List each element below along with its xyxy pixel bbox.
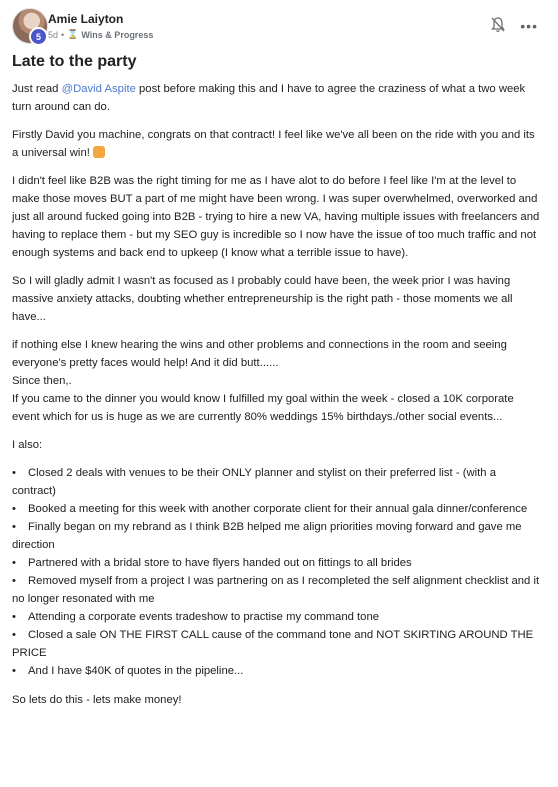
paragraph-5: [12, 336, 540, 426]
paragraph-5-line-3: If you came to the dinner you would know I fulfilled my goal within the week - closed a 10K corporate event which for us is huge as we are currently 80% weddings 15% birthdays./other social events...: [12, 393, 514, 423]
level-badge: 5: [29, 27, 48, 46]
post-meta: [48, 29, 153, 40]
list-item: • Partnered with a bridal store to have flyers handed out on fittings to all brides: [12, 557, 412, 569]
list-item: • Booked a meeting for this week with another corporate client for their annual gala dinner/conference: [12, 503, 528, 515]
meta-separator: •: [61, 29, 65, 40]
paragraph-6: I also:: [12, 439, 43, 451]
paragraph-4: So I will gladly admit I wasn't as focused as I probably could have been, the week prior I was having massive anxiety attacks, doubting whether entrepreneurship is the right path - those moments we all have...: [12, 275, 513, 323]
list-item: • And I have $40K of quotes in the pipeline...: [12, 665, 244, 677]
list-item: • Finally began on my rebrand as I think B2B helped me align priorities moving forward and gave me direction: [12, 521, 522, 551]
category-label[interactable]: Wins & Progress: [81, 29, 154, 40]
mention-link[interactable]: @David Aspite: [61, 83, 136, 95]
paragraph-5-line-1: if nothing else I knew hearing the wins and other problems and connections in the room and seeing everyone's pretty faces would help! And it did butt......: [12, 339, 507, 369]
list-item: • Closed a sale ON THE FIRST CALL cause of the command tone and NOT SKIRTING AROUND THE PRICE: [12, 629, 534, 659]
paragraph-5-line-2: Since then,.: [12, 375, 72, 387]
paragraph-1: Just read @David Aspite post before making this and I have to agree the craziness of what a two week turn around can do.: [12, 83, 526, 113]
paragraph-2: Firstly David you machine, congrats on that contract! I feel like we've all been on the ride with you and its a universal win!: [12, 129, 535, 159]
post-body: [12, 80, 540, 719]
post-title: Late to the party: [12, 53, 137, 70]
closing-line: So lets do this - lets make money!: [12, 694, 182, 706]
post-header: [12, 8, 546, 44]
list-item: • Removed myself from a project I was partnering on as I recompleted the self alignment checklist and it no longer resonated with me: [12, 575, 540, 605]
author-avatar[interactable]: [12, 8, 50, 46]
post-age: 5d: [48, 29, 59, 40]
party-emoji-icon: [93, 146, 105, 158]
bell-off-icon[interactable]: [490, 16, 506, 34]
list-item: • Attending a corporate events tradeshow to practise my command tone: [12, 611, 380, 623]
list-item: • Closed 2 deals with venues to be their ONLY planner and stylist on their preferred list - (with a contract): [12, 467, 497, 497]
author-name[interactable]: Amie Laiyton: [48, 12, 124, 26]
more-options-icon[interactable]: •••: [520, 18, 538, 34]
paragraph-3: I didn't feel like B2B was the right timing for me as I have alot to do before I feel like I'm at the level to make those moves BUT a part of me might have been wrong. I was super overwhelmed, overworked and just all around fucked going into B2B - trying to hire a new VA, having multiple issues with freelancers and having to replace them - but my SEO guy is incredible so I now have the issue of too much traffic and not enough systems and back end to upkeep (I know what a terrible issue to have).: [12, 175, 540, 259]
hourglass-icon: ⌛: [67, 29, 79, 39]
wins-list: [12, 464, 540, 680]
